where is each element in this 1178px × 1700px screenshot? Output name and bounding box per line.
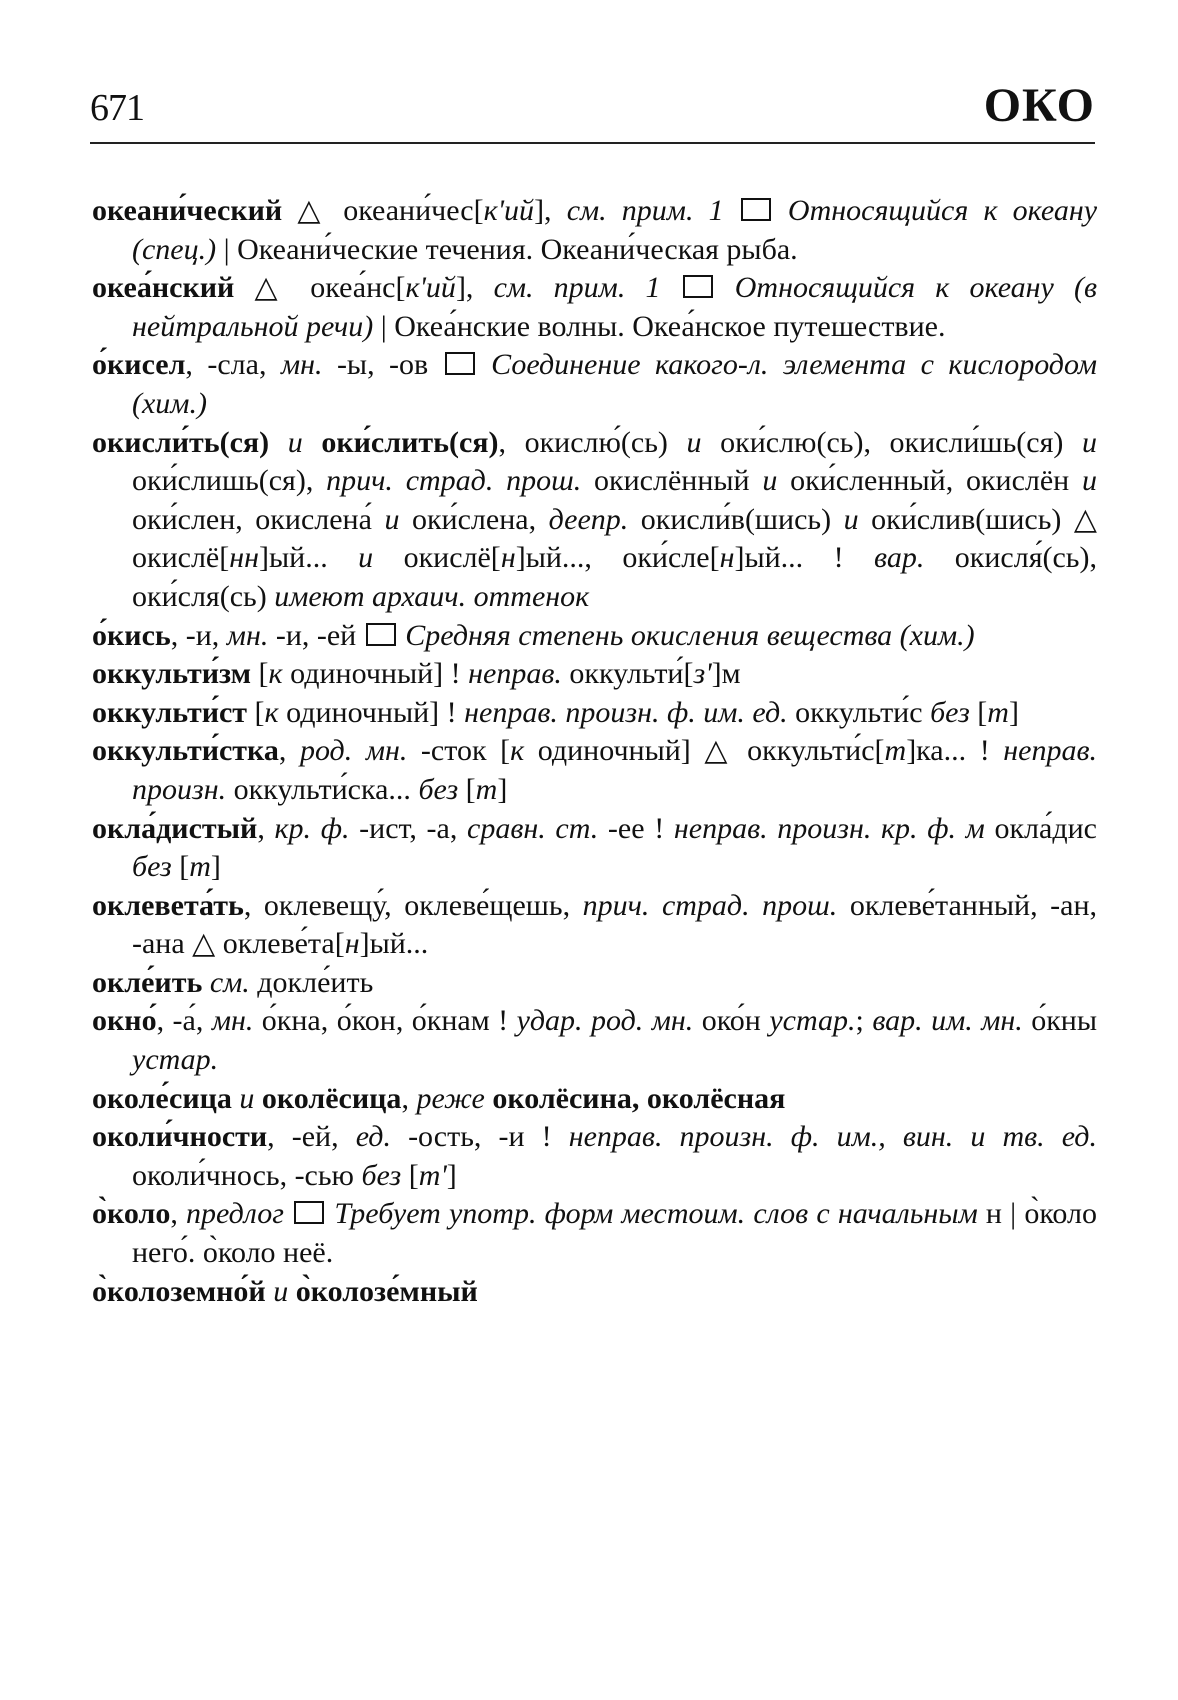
entry-text: | Океа́нские волны. Океа́нское путешествие. bbox=[373, 309, 946, 343]
page-number: 671 bbox=[90, 87, 144, 129]
label-italic: род. мн. bbox=[299, 734, 408, 768]
entry-text: ], bbox=[455, 271, 494, 305]
label-italic: Средняя степень окисления вещества (хим.) bbox=[405, 618, 975, 652]
headword: оки́слить(ся) bbox=[321, 425, 499, 459]
entry-text: оки́слишь(ся), bbox=[132, 464, 327, 498]
entry-text: ]ый..., оки́сле[ bbox=[515, 541, 720, 575]
entry-text: , bbox=[257, 811, 275, 845]
entry-text: -ист, -а, bbox=[349, 811, 468, 845]
entry-text: околи́чнось, -сью bbox=[132, 1158, 362, 1192]
entry-text bbox=[303, 426, 322, 459]
definition-box-icon bbox=[683, 275, 713, 298]
label-italic: н bbox=[719, 541, 735, 575]
dictionary-entry bbox=[92, 1195, 1097, 1272]
headword: окно́ bbox=[92, 1004, 157, 1038]
label-italic: и bbox=[287, 425, 303, 459]
definition-box-icon bbox=[366, 623, 396, 646]
headword: оккульти́зм bbox=[92, 657, 252, 691]
dictionary-entries bbox=[92, 192, 1097, 1311]
label-italic: т bbox=[189, 850, 211, 884]
label-italic: и bbox=[273, 1274, 289, 1308]
entry-text: △ океани́чес[ bbox=[282, 194, 484, 227]
label-italic: и bbox=[843, 502, 859, 536]
label-italic: т bbox=[884, 734, 907, 768]
label-italic: без bbox=[418, 772, 459, 806]
headword: о́кисел bbox=[92, 348, 186, 382]
headword: оккульти́ст bbox=[92, 695, 248, 729]
label-italic: тʹ bbox=[418, 1158, 447, 1192]
label-italic: сравн. ст. bbox=[467, 811, 599, 845]
entry-text bbox=[660, 271, 680, 304]
entry-text: , -а́, bbox=[156, 1004, 212, 1038]
entry-text bbox=[724, 194, 739, 227]
label-italic: нн bbox=[229, 541, 259, 575]
headword: о̀коло bbox=[92, 1197, 171, 1231]
dictionary-entry bbox=[92, 732, 1097, 809]
label-italic: неправ. произн. ф. им. ед. bbox=[464, 695, 788, 729]
page-header bbox=[90, 78, 1095, 138]
entry-text bbox=[254, 1082, 262, 1115]
dictionary-entry bbox=[92, 1273, 1097, 1312]
headword: оккульти́стка bbox=[92, 734, 279, 768]
entry-text: [ bbox=[251, 657, 269, 691]
entry-text: [ bbox=[171, 850, 190, 884]
label-italic: зʹ bbox=[693, 657, 712, 691]
headword: окле́ить bbox=[92, 965, 203, 999]
label-italic: без bbox=[930, 695, 970, 729]
entry-text bbox=[773, 194, 788, 227]
label-italic: устар. bbox=[132, 1043, 219, 1077]
entry-text: [ bbox=[969, 695, 988, 729]
headword: о̀колоземно́й bbox=[92, 1274, 266, 1308]
header-rule bbox=[90, 142, 1095, 144]
entry-text bbox=[284, 1197, 292, 1230]
entry-text: ]ый... bbox=[359, 927, 429, 961]
label-italic: реже bbox=[416, 1081, 485, 1115]
entry-text: око́н bbox=[693, 1004, 770, 1038]
entry-text: оки́сленный, окислён bbox=[777, 464, 1083, 498]
entry-text: одиночный] ! bbox=[282, 657, 469, 691]
entry-text bbox=[477, 348, 491, 381]
headword: околёсица bbox=[261, 1081, 402, 1115]
label-italic: прич. страд. прош. bbox=[326, 464, 582, 498]
label-italic: мн. bbox=[280, 348, 323, 382]
headword: околи́чности bbox=[92, 1120, 268, 1154]
entry-text bbox=[288, 1275, 296, 1308]
entry-text: оккульти́с bbox=[787, 695, 931, 729]
label-italic: кʹий bbox=[483, 194, 535, 227]
entry-text bbox=[269, 426, 288, 459]
entry-text: , -и, bbox=[170, 618, 227, 652]
label-italic: вар. bbox=[874, 541, 925, 575]
headword: околёсина, околёсная bbox=[492, 1081, 786, 1115]
entry-text: оки́слена, bbox=[399, 502, 549, 536]
entry-text: оклеве́танный, -ан, -ана △ оклеве́та[ bbox=[132, 888, 1097, 961]
dictionary-entry bbox=[92, 192, 1097, 269]
label-italic: без bbox=[361, 1158, 402, 1192]
label-italic: и bbox=[1082, 425, 1098, 459]
label-italic: Относящийся к океану (спец.) bbox=[132, 194, 1098, 266]
headword: о́кись bbox=[92, 618, 171, 652]
label-italic: неправ. произн. кр. ф. м bbox=[673, 811, 985, 845]
entry-text: ]ка... ! bbox=[906, 734, 1004, 768]
entry-text: ]ый... bbox=[259, 541, 359, 575]
dictionary-entry bbox=[92, 1080, 1097, 1119]
label-italic: н bbox=[344, 927, 360, 961]
entry-text: [ bbox=[401, 1158, 419, 1192]
label-italic: мн. bbox=[211, 1004, 254, 1038]
headword: окисли́ть(ся) bbox=[92, 425, 270, 459]
definition-box-icon bbox=[741, 198, 771, 221]
running-head: ОКО bbox=[983, 79, 1095, 132]
entry-text: оки́слю(сь), окисли́шь(ся) bbox=[701, 425, 1083, 459]
entry-text: , bbox=[401, 1081, 417, 1115]
entry-text: -сток [ bbox=[407, 734, 511, 768]
dictionary-entry bbox=[92, 1002, 1097, 1079]
entry-text: докле́ить bbox=[249, 965, 374, 999]
entry-text: ], bbox=[534, 194, 567, 227]
entry-text: [ bbox=[458, 772, 476, 806]
dictionary-entry bbox=[92, 810, 1097, 887]
entry-text: ]м bbox=[711, 657, 741, 691]
entry-text: одиночный] ! bbox=[278, 695, 465, 729]
entry-text: -ы, -ов bbox=[322, 348, 443, 382]
label-italic: ед. bbox=[355, 1120, 391, 1154]
label-italic: Соединение какого-л. элемента с кислородом (хим.) bbox=[132, 348, 1097, 420]
entry-text: ] bbox=[446, 1158, 457, 1192]
dictionary-entry bbox=[92, 1118, 1097, 1195]
label-italic: Относящийся к океану (в нейтральной речи) bbox=[132, 271, 1097, 343]
dictionary-entry bbox=[92, 617, 1097, 656]
label-italic: и bbox=[384, 502, 400, 536]
label-italic: см. прим. 1 bbox=[566, 194, 724, 227]
label-italic: к bbox=[268, 657, 283, 691]
entry-text: оки́слив(шись) △ окислё[ bbox=[132, 502, 1097, 575]
entry-text: , -ей, bbox=[267, 1120, 356, 1154]
label-italic: Требует употр. форм местоим. слов с начальным bbox=[334, 1197, 978, 1231]
entry-text: -ость, -и ! bbox=[390, 1120, 569, 1154]
entry-text: о́кны bbox=[1022, 1004, 1097, 1038]
entry-text: одиночный] △ оккульти́с[ bbox=[524, 734, 885, 768]
label-italic: прич. страд. прош. bbox=[582, 888, 838, 922]
entry-text bbox=[202, 966, 210, 999]
dictionary-entry bbox=[92, 964, 1097, 1003]
headword: окла́дистый bbox=[92, 811, 258, 845]
dictionary-entry bbox=[92, 424, 1097, 617]
entry-text: , bbox=[170, 1197, 187, 1231]
entry-text: △ океа́нс[ bbox=[234, 271, 406, 305]
label-italic: и bbox=[1082, 464, 1098, 498]
entry-text: ]ый... ! bbox=[734, 541, 875, 575]
label-italic: к bbox=[510, 734, 525, 768]
dictionary-entry bbox=[92, 694, 1097, 733]
label-italic: без bbox=[132, 850, 172, 884]
entry-text: ] bbox=[210, 850, 221, 884]
label-italic: вар. им. мн. bbox=[872, 1004, 1023, 1038]
entry-text bbox=[715, 271, 735, 304]
entry-text: -ее ! bbox=[598, 811, 674, 845]
entry-text: , окислю́(сь) bbox=[498, 425, 687, 459]
dictionary-entry bbox=[92, 346, 1097, 423]
entry-text: окислё[ bbox=[373, 541, 501, 575]
label-italic: кр. ф. bbox=[274, 811, 350, 845]
label-italic: имеют архаич. оттенок bbox=[274, 579, 590, 613]
entry-text: , оклевещу́, оклеве́щешь, bbox=[243, 888, 583, 922]
entry-text: оккульти́[ bbox=[561, 657, 694, 691]
headword: оклевета́ть bbox=[92, 888, 244, 922]
entry-text: ] bbox=[497, 772, 508, 806]
label-italic: т bbox=[475, 772, 498, 806]
entry-text: | Океани́ческие течения. Океани́ческая рыба. bbox=[216, 232, 798, 266]
headword: океани́ческий bbox=[92, 194, 283, 227]
label-italic: деепр. bbox=[548, 502, 629, 536]
dictionary-entry bbox=[92, 269, 1097, 346]
entry-text: окисли́в(шись) bbox=[628, 502, 844, 536]
label-italic: и bbox=[239, 1081, 255, 1115]
headword: океа́нский bbox=[92, 271, 235, 305]
entry-text: окисля́(сь), оки́сля(сь) bbox=[132, 541, 1097, 613]
entry-text: [ bbox=[247, 695, 265, 729]
entry-text: окислённый bbox=[581, 464, 763, 498]
headword: околе́сица bbox=[92, 1081, 232, 1115]
entry-text: , -сла, bbox=[185, 348, 281, 382]
label-italic: и bbox=[686, 425, 702, 459]
label-italic: удар. род. мн. bbox=[516, 1004, 694, 1038]
entry-text: оккульти́ска... bbox=[226, 772, 419, 806]
entry-text: о́кна, о́кон, о́кнам ! bbox=[253, 1004, 517, 1038]
label-italic: устар. bbox=[769, 1004, 856, 1038]
entry-text: оки́слен, окислена́ bbox=[132, 502, 385, 536]
label-italic: н bbox=[500, 541, 516, 575]
label-italic: неправ. произн. bbox=[132, 734, 1098, 806]
label-italic: см. прим. 1 bbox=[493, 271, 661, 305]
label-italic: т bbox=[987, 695, 1009, 729]
label-italic: мн. bbox=[226, 618, 269, 652]
label-italic: и bbox=[358, 541, 374, 575]
label-italic: неправ. bbox=[468, 657, 562, 691]
entry-text: -и, -ей bbox=[268, 618, 364, 652]
definition-box-icon bbox=[445, 352, 475, 375]
entry-text: ; bbox=[855, 1004, 873, 1038]
label-italic: кʹий bbox=[405, 271, 456, 305]
definition-box-icon bbox=[294, 1201, 324, 1224]
entry-text: окла́дис bbox=[984, 811, 1097, 845]
label-italic: см. bbox=[209, 965, 250, 999]
label-italic: предлог bbox=[186, 1197, 284, 1231]
dictionary-entry bbox=[92, 655, 1097, 694]
entry-text: ] bbox=[1008, 695, 1019, 729]
entry-text: , bbox=[278, 734, 300, 768]
entry-text: н | о̀коло него́. о̀коло неё. bbox=[132, 1197, 1098, 1270]
dictionary-entry bbox=[92, 887, 1097, 964]
label-italic: к bbox=[264, 695, 279, 729]
headword: о̀колозе́мный bbox=[295, 1274, 478, 1308]
label-italic: и bbox=[762, 464, 778, 498]
label-italic: неправ. произн. ф. им., вин. и тв. ед. bbox=[568, 1120, 1097, 1154]
